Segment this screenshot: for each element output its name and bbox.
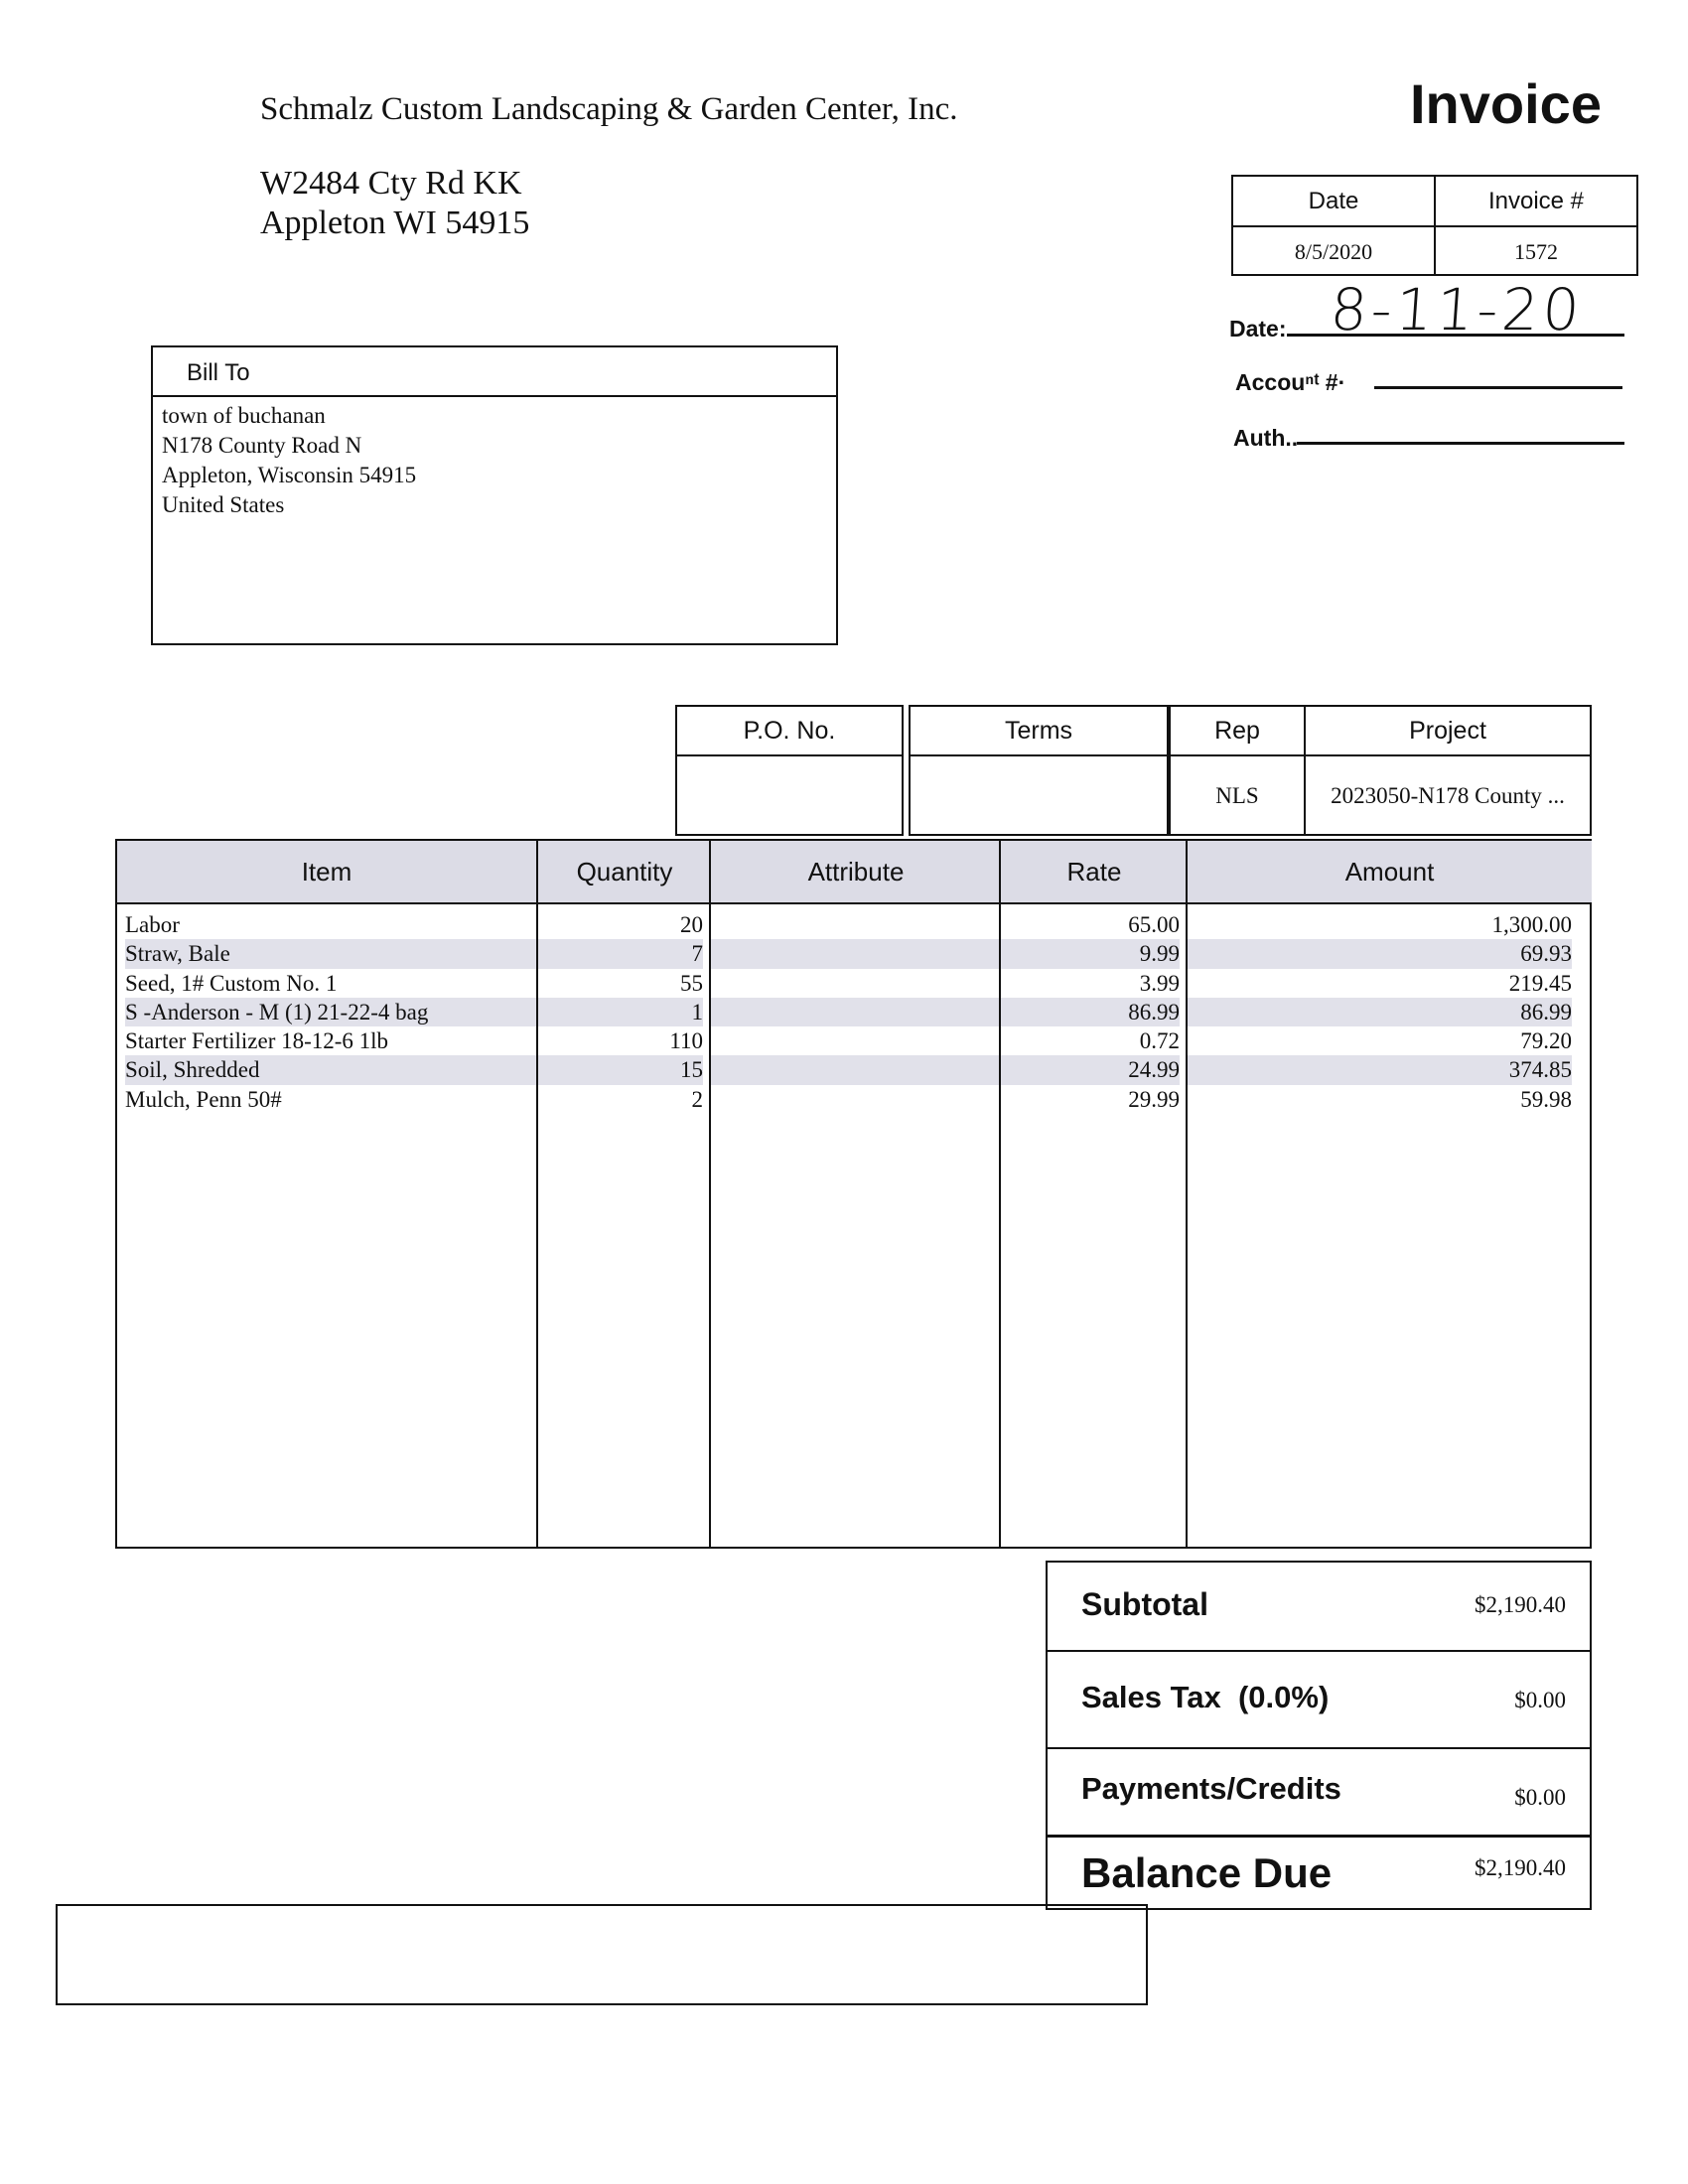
po-number-value xyxy=(677,756,902,836)
totals-box xyxy=(1046,1561,1592,1910)
project-header: Project xyxy=(1306,707,1590,756)
item-amount: 79.20 xyxy=(1520,1028,1572,1054)
item-description: S -Anderson - M (1) 21-22-4 bag xyxy=(125,998,536,1026)
company-address-line2: Appleton WI 54915 xyxy=(260,205,530,241)
attribute-column xyxy=(709,841,1001,1547)
item-attribute xyxy=(711,1085,1001,1114)
item-description: Labor xyxy=(125,912,180,937)
amount-column-header: Amount xyxy=(1188,841,1592,904)
balance-due-row xyxy=(1048,1835,1590,1911)
subtotal-row xyxy=(1048,1563,1590,1650)
item-quantity: 15 xyxy=(538,1055,703,1084)
sales-tax-row xyxy=(1048,1650,1590,1749)
bill-to-line: town of buchanan xyxy=(162,403,326,428)
item-description: Straw, Bale xyxy=(125,939,536,968)
balance-due-value: $2,190.40 xyxy=(1475,1855,1566,1880)
item-amount: 219.45 xyxy=(1508,970,1572,996)
item-quantity: 2 xyxy=(691,1086,703,1112)
bill-to-line: Appleton, Wisconsin 54915 xyxy=(162,463,417,487)
amount-column xyxy=(1186,841,1592,1547)
item-attribute xyxy=(711,939,1001,968)
item-description: Starter Fertilizer 18-12-6 1lb xyxy=(125,1028,389,1054)
customer-message-box xyxy=(56,1904,1148,2005)
item-attribute xyxy=(711,910,1001,939)
item-amount: 374.85 xyxy=(1188,1055,1572,1084)
bill-to-line: United States xyxy=(162,492,285,517)
balance-due-label: Balance Due xyxy=(1081,1849,1333,1896)
item-description: Mulch, Penn 50# xyxy=(125,1086,282,1112)
rate-column xyxy=(999,841,1188,1547)
payments-value: $0.00 xyxy=(1514,1785,1566,1810)
item-rate: 65.00 xyxy=(1128,912,1180,937)
item-rate: 0.72 xyxy=(1139,1028,1180,1054)
project-value: 2023050-N178 County ... xyxy=(1331,783,1565,808)
stamp-auth-line xyxy=(1297,442,1624,445)
stamp-account-line xyxy=(1374,386,1622,389)
stamp-auth-label: Auth.. xyxy=(1233,425,1299,451)
company-address-line1: W2484 Cty Rd KK xyxy=(260,165,522,202)
invoice-number: 1572 xyxy=(1434,227,1636,276)
terms-value xyxy=(911,756,1167,836)
item-amount: 59.98 xyxy=(1520,1086,1572,1112)
invoice-info-box xyxy=(1231,175,1638,276)
payments-label: Payments/Credits xyxy=(1081,1771,1341,1806)
item-quantity: 1 xyxy=(538,998,703,1026)
sales-tax-label: Sales Tax (0.0%) xyxy=(1081,1680,1330,1714)
document-title: Invoice xyxy=(1410,72,1602,135)
item-attribute xyxy=(711,969,1001,998)
date-header: Date xyxy=(1308,187,1359,214)
item-rate: 29.99 xyxy=(1128,1086,1180,1112)
sales-tax-value: $0.00 xyxy=(1514,1688,1566,1712)
terms-header: Terms xyxy=(911,707,1167,756)
invoice-number-header: Invoice # xyxy=(1434,177,1636,225)
po-number-box xyxy=(675,705,904,836)
stamp-date-label: Date: xyxy=(1229,316,1287,341)
item-rate: 3.99 xyxy=(1139,970,1180,996)
bill-to-box xyxy=(151,345,838,645)
item-attribute xyxy=(711,1055,1001,1084)
item-rate: 24.99 xyxy=(1001,1055,1180,1084)
item-quantity: 20 xyxy=(680,912,703,937)
item-column-header: Item xyxy=(117,841,536,904)
terms-box xyxy=(909,705,1169,836)
bill-to-header: Bill To xyxy=(153,347,836,397)
stamp-account-label: Accouⁿᵗ #· xyxy=(1235,369,1346,395)
item-quantity: 110 xyxy=(669,1028,703,1054)
item-column xyxy=(117,841,536,1547)
item-description: Soil, Shredded xyxy=(125,1055,536,1084)
subtotal-label: Subtotal xyxy=(1081,1586,1208,1622)
rate-column-header: Rate xyxy=(1001,841,1188,904)
payments-row xyxy=(1048,1747,1590,1837)
bill-to-line: N178 County Road N xyxy=(162,433,362,458)
item-rate: 9.99 xyxy=(1001,939,1180,968)
company-name: Schmalz Custom Landscaping & Garden Center, Inc. xyxy=(260,91,958,127)
item-quantity: 7 xyxy=(538,939,703,968)
rep-header: Rep xyxy=(1171,707,1304,756)
attribute-column-header: Attribute xyxy=(711,841,1001,904)
project-box xyxy=(1304,705,1592,836)
item-quantity: 55 xyxy=(680,970,703,996)
item-attribute xyxy=(711,998,1001,1026)
quantity-column-header: Quantity xyxy=(538,841,711,904)
line-items-table xyxy=(115,839,1592,1549)
item-attribute xyxy=(711,1026,1001,1055)
item-amount: 86.99 xyxy=(1188,998,1572,1026)
item-rate: 86.99 xyxy=(1001,998,1180,1026)
invoice-date: 8/5/2020 xyxy=(1294,238,1373,264)
quantity-column xyxy=(536,841,711,1547)
rep-box xyxy=(1169,705,1306,836)
item-amount: 1,300.00 xyxy=(1491,912,1572,937)
subtotal-value: $2,190.40 xyxy=(1475,1592,1566,1617)
handwritten-date: 8-11-20 xyxy=(1328,276,1586,343)
item-amount: 69.93 xyxy=(1188,939,1572,968)
item-description: Seed, 1# Custom No. 1 xyxy=(125,970,338,996)
po-number-header: P.O. No. xyxy=(677,707,902,756)
rep-value: NLS xyxy=(1215,783,1259,808)
